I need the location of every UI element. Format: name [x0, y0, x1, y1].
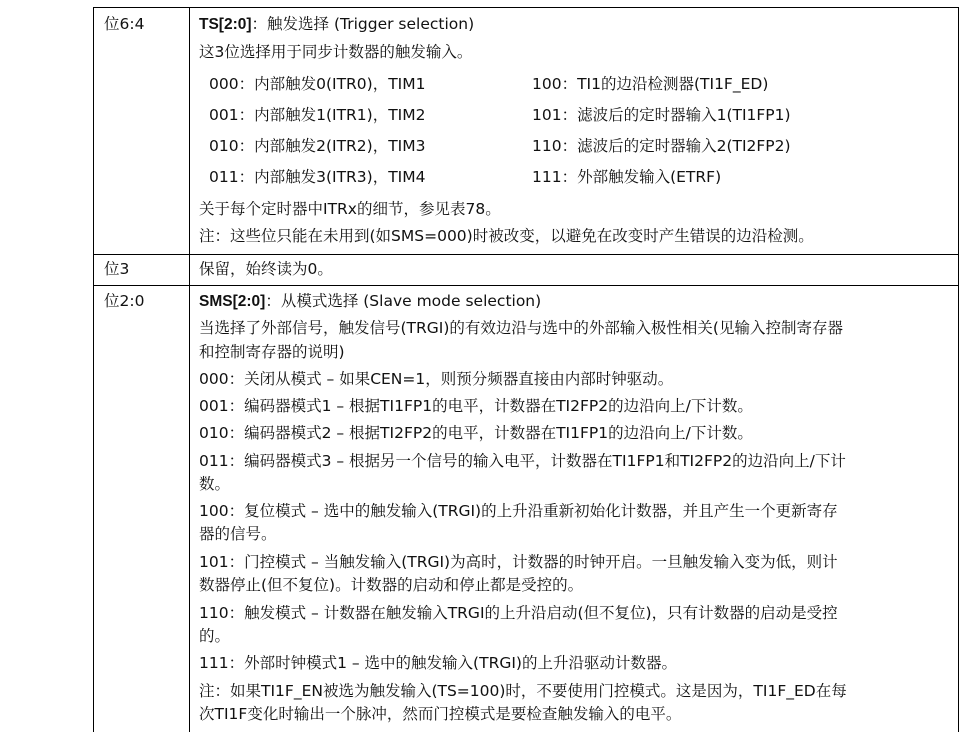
- field-note: 注：如果TI1F_EN被选为触发输入(TS=100)时，不要使用门控模式。这是因为，TI1F_ED在每: [199, 682, 847, 700]
- mode-line: 000：关闭从模式 – 如果CEN=1，则预分频器直接由内部时钟驱动。: [199, 370, 674, 388]
- option-item: 100：TI1的边沿检测器(TI1F_ED): [532, 75, 769, 93]
- field-title-desc: ：从模式选择 (Slave mode selection): [265, 292, 542, 310]
- option-item: 010：内部触发2(ITR2)，TIM3: [209, 137, 426, 155]
- mode-line: 的。: [199, 627, 231, 645]
- field-title-desc: ：触发选择 (Trigger selection): [251, 15, 475, 33]
- row-divider-1: [93, 254, 959, 255]
- mode-line: 101：门控模式 – 当触发输入(TRGI)为高时，计数器的时钟开启。一旦触发输入变为低，则计: [199, 553, 838, 571]
- mode-line: 111：外部时钟模式1 – 选中的触发输入(TRGI)的上升沿驱动计数器。: [199, 654, 677, 672]
- field-description: 保留，始终读为0。: [199, 260, 333, 278]
- description-line: 当选择了外部信号，触发信号(TRGI)的有效边沿与选中的外部输入极性相关(见输入控制寄存器: [199, 319, 843, 337]
- bit-label: 位3: [104, 260, 130, 278]
- table-left-border: [93, 7, 94, 732]
- field-note: 次TI1F变化时输出一个脉冲，然而门控模式是要检查触发输入的电平。: [199, 705, 682, 723]
- field-description: 这3位选择用于同步计数器的触发输入。: [199, 43, 473, 61]
- field-name: SMS[2:0]: [199, 293, 266, 310]
- field-note: 关于每个定时器中ITRx的细节，参见表78。: [199, 200, 501, 218]
- mode-line: 010：编码器模式2 – 根据TI2FP2的电平，计数器在TI1FP1的边沿向上/下计数。: [199, 424, 753, 442]
- mode-line: 器的信号。: [199, 525, 277, 543]
- mode-line: 数。: [199, 475, 231, 493]
- option-item: 111：外部触发输入(ETRF): [532, 168, 722, 186]
- mode-line: 100：复位模式 – 选中的触发输入(TRGI)的上升沿重新初始化计数器，并且产生一个更新寄存: [199, 502, 838, 520]
- option-item: 001：内部触发1(ITR1)，TIM2: [209, 106, 426, 124]
- bit-label: 位6:4: [104, 15, 145, 33]
- option-item: 000：内部触发0(ITR0)，TIM1: [209, 75, 426, 93]
- field-name: TS[2:0]: [199, 16, 252, 33]
- row-divider-2: [93, 285, 959, 286]
- field-note: 注：这些位只能在未用到(如SMS=000)时被改变，以避免在改变时产生错误的边沿检测。: [199, 227, 814, 245]
- mode-line: 110：触发模式 – 计数器在触发输入TRGI的上升沿启动(但不复位)，只有计数器的启动是受控: [199, 604, 838, 622]
- mode-line: 011：编码器模式3 – 根据另一个信号的输入电平，计数器在TI1FP1和TI2FP2的边沿向上/下计: [199, 452, 846, 470]
- option-item: 110：滤波后的定时器输入2(TI2FP2): [532, 137, 791, 155]
- table-right-border: [958, 7, 959, 732]
- bit-label: 位2:0: [104, 292, 145, 310]
- field-title: [199, 13, 474, 36]
- mode-line: 数器停止(但不复位)。计数器的启动和停止都是受控的。: [199, 576, 584, 594]
- table-top-border: [93, 7, 959, 8]
- option-item: 011：内部触发3(ITR3)，TIM4: [209, 168, 426, 186]
- column-divider: [189, 7, 190, 732]
- description-line: 和控制寄存器的说明): [199, 343, 345, 361]
- field-title: [199, 290, 541, 313]
- mode-line: 001：编码器模式1 – 根据TI1FP1的电平，计数器在TI2FP2的边沿向上/下计数。: [199, 397, 753, 415]
- option-item: 101：滤波后的定时器输入1(TI1FP1): [532, 106, 791, 124]
